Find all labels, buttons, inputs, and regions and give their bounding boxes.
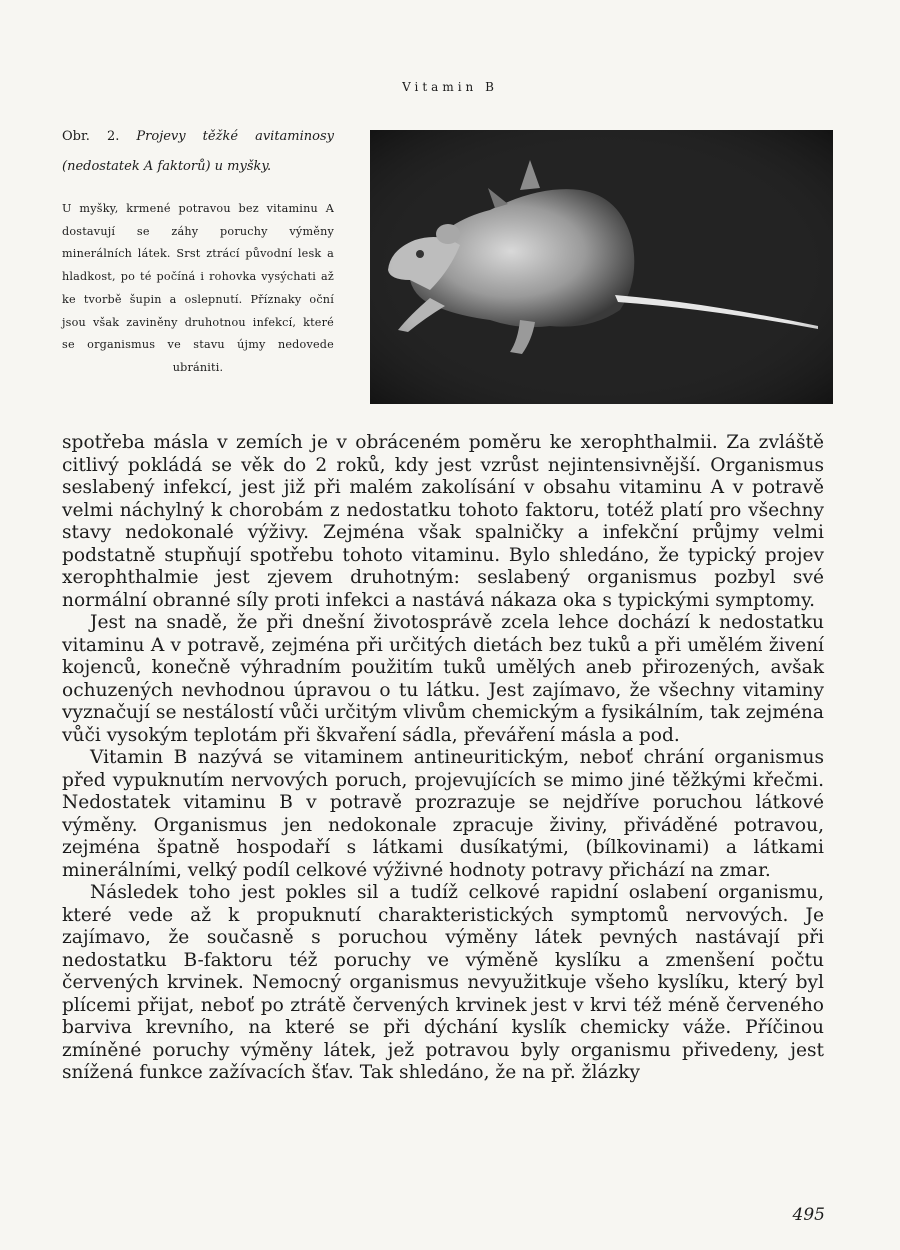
page-number: 495: [792, 1205, 825, 1225]
body-paragraph: Vitamin B nazývá se vitaminem antineuritickým, neboť chrání organismus před vypuknutím nervových poruch, projevujících se mimo jiné těžkými křečmi. Nedostatek vitaminu B v potravě prozrazuje se nejdříve poruchou látkové výměny. Organismus jen nedokonale zpracuje živiny, přiváděné potravou, zejména špatně hospodaří s látkami dusíkatými, (bílkovinami) a látkami minerálními, velký podíl celkové výživné hodnoty potravy přichází na zmar.: [62, 747, 824, 881]
body-text: [62, 432, 824, 1085]
figure-title: [62, 122, 334, 182]
figure-caption-text: U myšky, krmené potravou bez vitaminu A dostavují se záhy poruchy výměny minerálních látek. Srst ztrácí původní lesk a hladkost, po té počíná i rohovka vysýchati až ke tvorbě šupin a oslepnutí. Příznaky oční jsou však zaviněny druhotnou infekcí, které se organismus ve stavu újmy nedovede ubrániti.: [62, 202, 334, 374]
figure-photo-mouse: [370, 130, 833, 404]
figure-caption: [62, 122, 334, 380]
running-head: Vitamin B: [402, 80, 498, 94]
figure-label: Obr. 2.: [62, 129, 120, 144]
body-paragraph: Následek toho jest pokles sil a tudíž celkové rapidní oslabení organismu, které vede až k propuknutí charakteristických symptomů nervových. Je zajímavo, že současně s poruchou výměny látek pevných nastávají při nedostatku B-faktoru též poruchy ve výměně kyslíku a zmenšení počtu červených krvinek. Nemocný organismus nevyužitkuje všeho kyslíku, který byl plícemi přijat, neboť po ztrátě červených krvinek jest v krvi též méně červeného barviva krevního, na které se při dýchání kyslík chemicky váže. Příčinou zmíněné poruchy výměny látek, jež potravou byly organismu přivedeny, jest snížená funkce zažívacích šťav. Tak shledáno, že na př. žlázky: [62, 882, 824, 1083]
body-paragraph: Jest na snadě, že při dnešní životosprávě zcela lehce dochází k nedostatku vitaminu A v potravě, zejména při určitých dietách bez tuků a při umělém živení kojenců, konečně výhradním použitím tuků umělých aneb přirozených, avšak ochuzených nevhodnou úpravou o tu látku. Jest zajímavo, že všechny vitaminy vyznačují se nestálostí vůči určitým vlivům chemickým a fysikálním, tak zejména vůči vysokým teplotám při škvaření sádla, převáření másla a pod.: [62, 612, 824, 746]
body-paragraph: spotřeba másla v zemích je v obráceném poměru ke xerophthalmii. Za zvláště citlivý pokládá se věk do 2 roků, kdy jest vzrůst nejintensivnější. Organismus seslabený infekcí, jest již při malém zakolísání v obsahu vitaminu A v potravě velmi náchylný k chorobám z nedostatku tohoto faktoru, totéž platí pro všechny stavy nedokonalé výživy. Zejména však spalničky a infekční průjmy velmi podstatně stupňují spotřebu tohoto vitaminu. Bylo shledáno, že typický projev xerophthalmie jest zjevem druhotným: seslabený organismus pozbyl své normální obranné síly proti infekci a nastává nákaza oka s typickými symptomy.: [62, 432, 824, 611]
mouse-photo-illustration: [370, 130, 833, 404]
figure-title-text: Projevy těžké avitaminosy (nedostatek A faktorů) u myšky.: [62, 129, 334, 174]
